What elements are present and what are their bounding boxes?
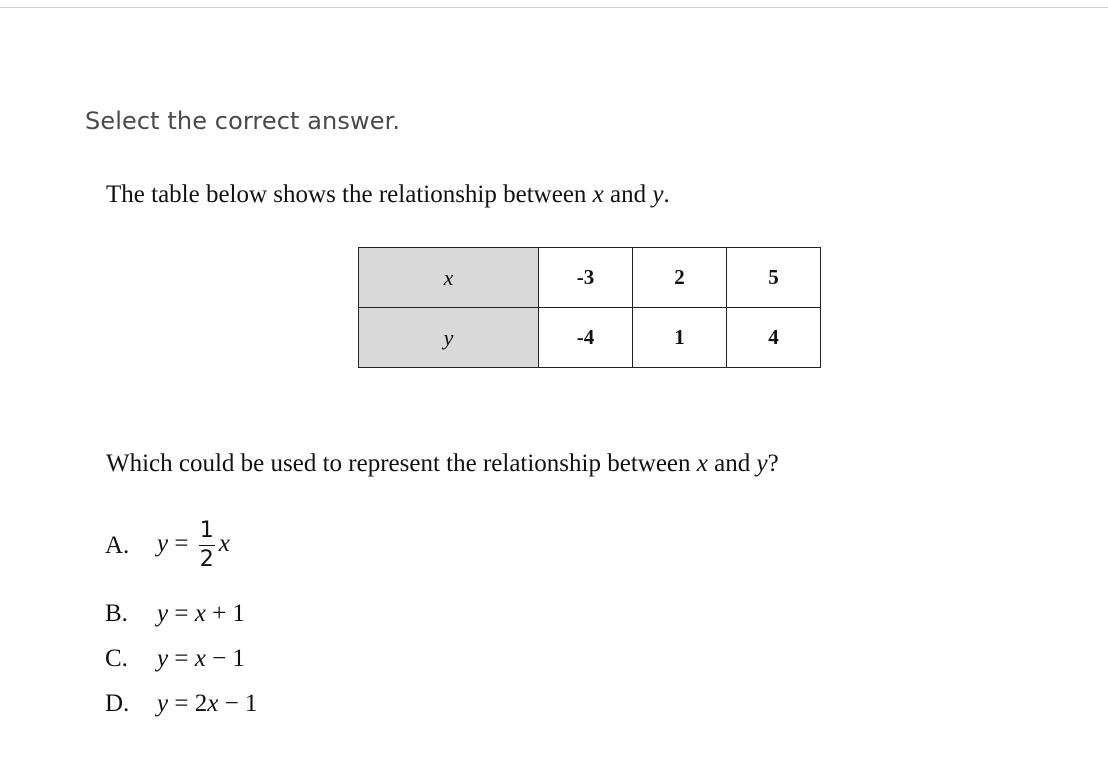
table-cell: 5 [727, 248, 821, 308]
row-header-y: y [359, 308, 539, 368]
intro-and: and [603, 181, 653, 208]
top-divider [0, 7, 1108, 8]
eq-sign: = 2 [168, 690, 208, 717]
eq-sign: = [168, 600, 195, 627]
question-and: and [707, 450, 757, 477]
intro-text: The table below shows the relationship between [106, 181, 593, 208]
var-y: y [652, 181, 664, 208]
choice-a[interactable] [105, 518, 230, 573]
row-header-x: x [359, 248, 539, 308]
eq-rhs: x [194, 600, 206, 627]
choice-d[interactable] [105, 690, 257, 718]
choice-letter: C. [105, 645, 128, 672]
eq-rest: − 1 [218, 690, 258, 717]
eq-rest: + 1 [205, 600, 245, 627]
choice-equation [157, 518, 230, 573]
choice-equation [157, 645, 245, 673]
eq-sign: = [168, 530, 195, 558]
eq-sign: = [168, 645, 195, 672]
question-text [106, 450, 779, 478]
eq-rhs: x [207, 690, 219, 717]
choice-equation [157, 690, 257, 718]
question-body: Which could be used to represent the relationship between [106, 450, 697, 477]
eq-lhs: y [157, 600, 169, 627]
instruction-text: Select the correct answer. [85, 107, 401, 135]
eq-rhs: x [194, 645, 206, 672]
eq-lhs: y [157, 690, 169, 717]
question-mark: ? [767, 450, 779, 477]
fraction-numerator: 1 [199, 518, 214, 543]
table-cell: 2 [633, 248, 727, 308]
choice-c[interactable] [105, 645, 245, 673]
choice-letter: D. [105, 690, 130, 717]
eq-lhs: y [157, 645, 169, 672]
var-x: x [696, 450, 708, 477]
var-y: y [756, 450, 768, 477]
fraction-denominator: 2 [199, 547, 214, 572]
table-cell: 4 [727, 308, 821, 368]
fraction-bar [199, 545, 215, 546]
choice-equation [157, 600, 245, 628]
xy-table [358, 247, 821, 368]
problem-intro [106, 181, 670, 209]
choice-letter: B. [105, 600, 128, 627]
table-cell: -4 [539, 308, 633, 368]
fraction [199, 518, 215, 573]
table-cell: 1 [633, 308, 727, 368]
table-row-x [359, 248, 821, 308]
eq-rest: − 1 [205, 645, 245, 672]
choice-b[interactable] [105, 600, 245, 628]
table-cell: -3 [539, 248, 633, 308]
intro-period: . [663, 181, 670, 208]
eq-lhs: y [157, 530, 169, 558]
choice-letter: A. [105, 531, 130, 559]
var-x: x [592, 181, 604, 208]
table-row-y [359, 308, 821, 368]
eq-rhs: x [218, 530, 230, 558]
